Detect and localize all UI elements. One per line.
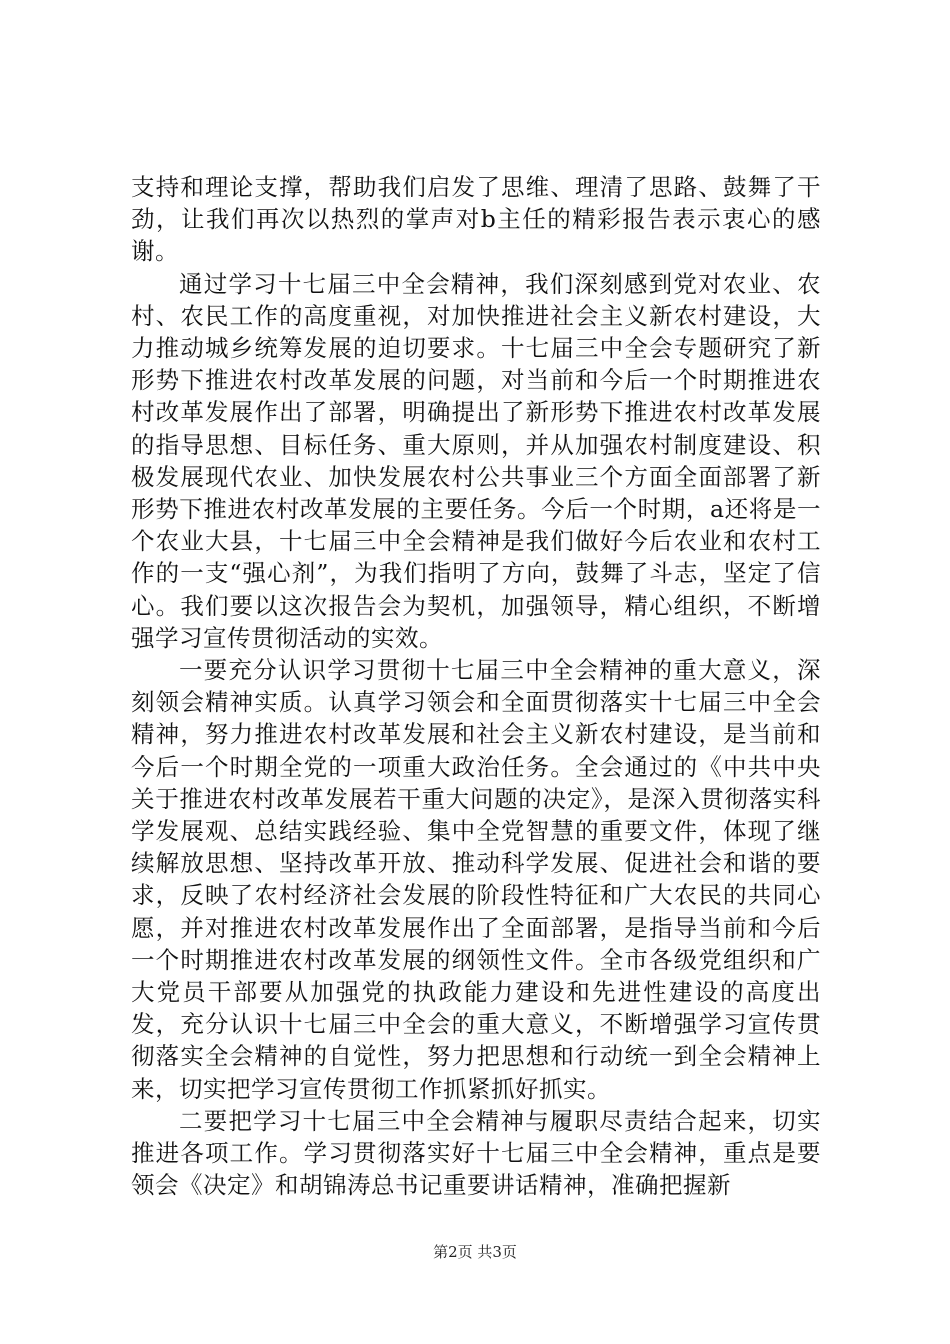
paragraph-1: 支持和理论支撑，帮助我们启发了思维、理清了思路、鼓舞了干劲，让我们再次以热烈的掌声对b主任的精彩报告表示衷心的感谢。 (131, 173, 821, 266)
paragraph-2: 通过学习十七届三中全会精神，我们深刻感到党对农业、农村、农民工作的高度重视，对加快推进社会主义新农村建设，大力推动城乡统筹发展的迫切要求。十七届三中全会专题研究了新形势下推进农村改革发展的问题，对当前和今后一个时期推进农村改革发展作出了部署，明确提出了新形势下推进农村改革发展的指导思想、目标任务、重大原则，并从加强农村制度建设、积极发展现代农业、加快发展农村公共事业三个方面全面部署了新形势下推进农村改革发展的主要任务。今后一个时期，a还将是一个农业大县，十七届三中全会精神是我们做好今后农业和农村工作的一支“强心剂”，为我们指明了方向，鼓舞了斗志，坚定了信心。我们要以这次报告会为契机，加强领导，精心组织，不断增强学习宣传贯彻活动的实效。 (131, 269, 821, 652)
paragraph-3: 一要充分认识学习贯彻十七届三中全会精神的重大意义，深刻领会精神实质。认真学习领会和全面贯彻落实十七届三中全会精神，努力推进农村改革发展和社会主义新农村建设，是当前和今后一个时期全党的一项重大政治任务。全会通过的《中共中央关于推进农村改革发展若干重大问题的决定》，是深入贯彻落实科学发展观、总结实践经验、集中全党智慧的重要文件，体现了继续解放思想、坚持改革开放、推动科学发展、促进社会和谐的要求，反映了农村经济社会发展的阶段性特征和广大农民的共同心愿，并对推进农村改革发展作出了全面部署，是指导当前和今后一个时期推进农村改革发展的纲领性文件。全市各级党组织和广大党员干部要从加强党的执政能力建设和先进性建设的高度出发，充分认识十七届三中全会的重大意义，不断增强学习宣传贯彻落实全会精神的自觉性，努力把思想和行动统一到全会精神上来，切实把学习宣传贯彻工作抓紧抓好抓实。 (131, 656, 821, 1103)
document-body (131, 171, 821, 1202)
page-number-footer: 第2页 共3页 (433, 1243, 517, 1261)
paragraph-4: 二要把学习十七届三中全会精神与履职尽责结合起来，切实推进各项工作。学习贯彻落实好十七届三中全会精神，重点是要领会《决定》和胡锦涛总书记重要讲话精神，准确把握新 (131, 1106, 821, 1200)
